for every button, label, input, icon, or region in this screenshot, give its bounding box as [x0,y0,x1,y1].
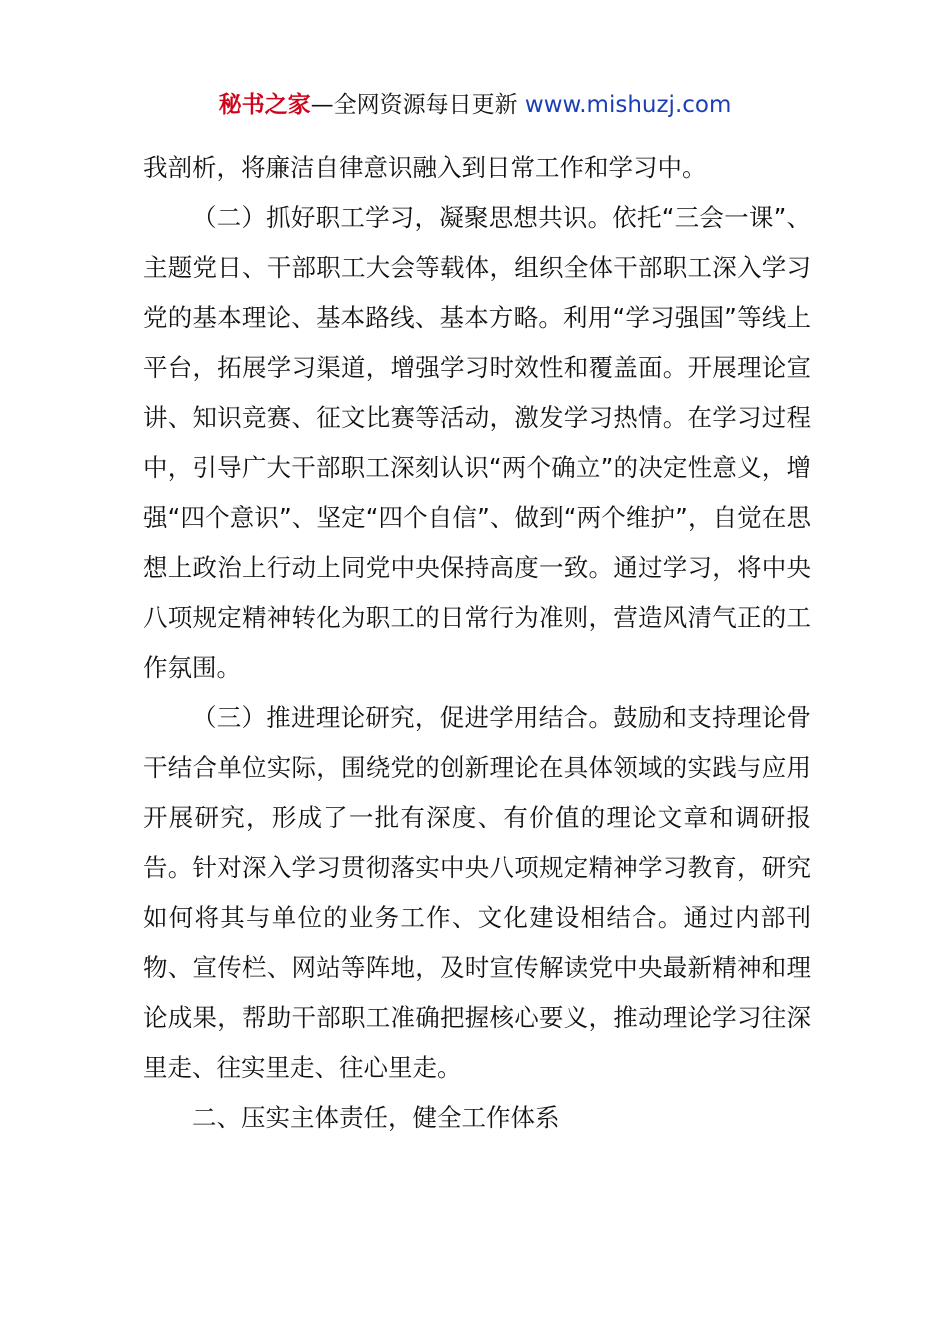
page-header [0,88,950,122]
header-slogan: 全网资源每日更新 [333,92,518,118]
paragraph-continuation: 我剖析，将廉洁自律意识融入到日常工作和学习中。 [143,153,707,182]
header-separator: — [310,92,334,118]
header-brand: 秘书之家 [218,92,311,118]
header-url-link[interactable]: www.mishuzj.com [524,92,732,118]
document-body [143,143,811,1143]
paragraph-section-three: （三）推进理论研究，促进学用结合。鼓励和支持理论骨干结合单位实际，围绕党的创新理论在具体领域的实践与应用开展研究，形成了一批有深度、有价值的理论文章和调研报告。针对深入学习贯彻落实中央八项规定精神学习教育，研究如何将其与单位的业务工作、文化建设相结合。通过内部刊物、宣传栏、网站等阵地，及时宣传解读党中央最新精神和理论成果，帮助干部职工准确把握核心要义，推动理论学习往深里走、往实里走、往心里走。 [143,703,811,1082]
paragraph-section-two: （二）抓好职工学习，凝聚思想共识。依托“三会一课”、主题党日、干部职工大会等载体，组织全体干部职工深入学习党的基本理论、基本路线、基本方略。利用“学习强国”等线上平台，拓展学习渠道，增强学习时效性和覆盖面。开展理论宣讲、知识竞赛、征文比赛等活动，激发学习热情。在学习过程中，引导广大干部职工深刻认识“两个确立”的决定性意义，增强“四个意识”、坚定“四个自信”、做到“两个维护”，自觉在思想上政治上行动上同党中央保持高度一致。通过学习，将中央八项规定精神转化为职工的日常行为准则，营造风清气正的工作氛围。 [143,203,811,682]
section-heading: 二、压实主体责任，健全工作体系 [192,1103,560,1132]
